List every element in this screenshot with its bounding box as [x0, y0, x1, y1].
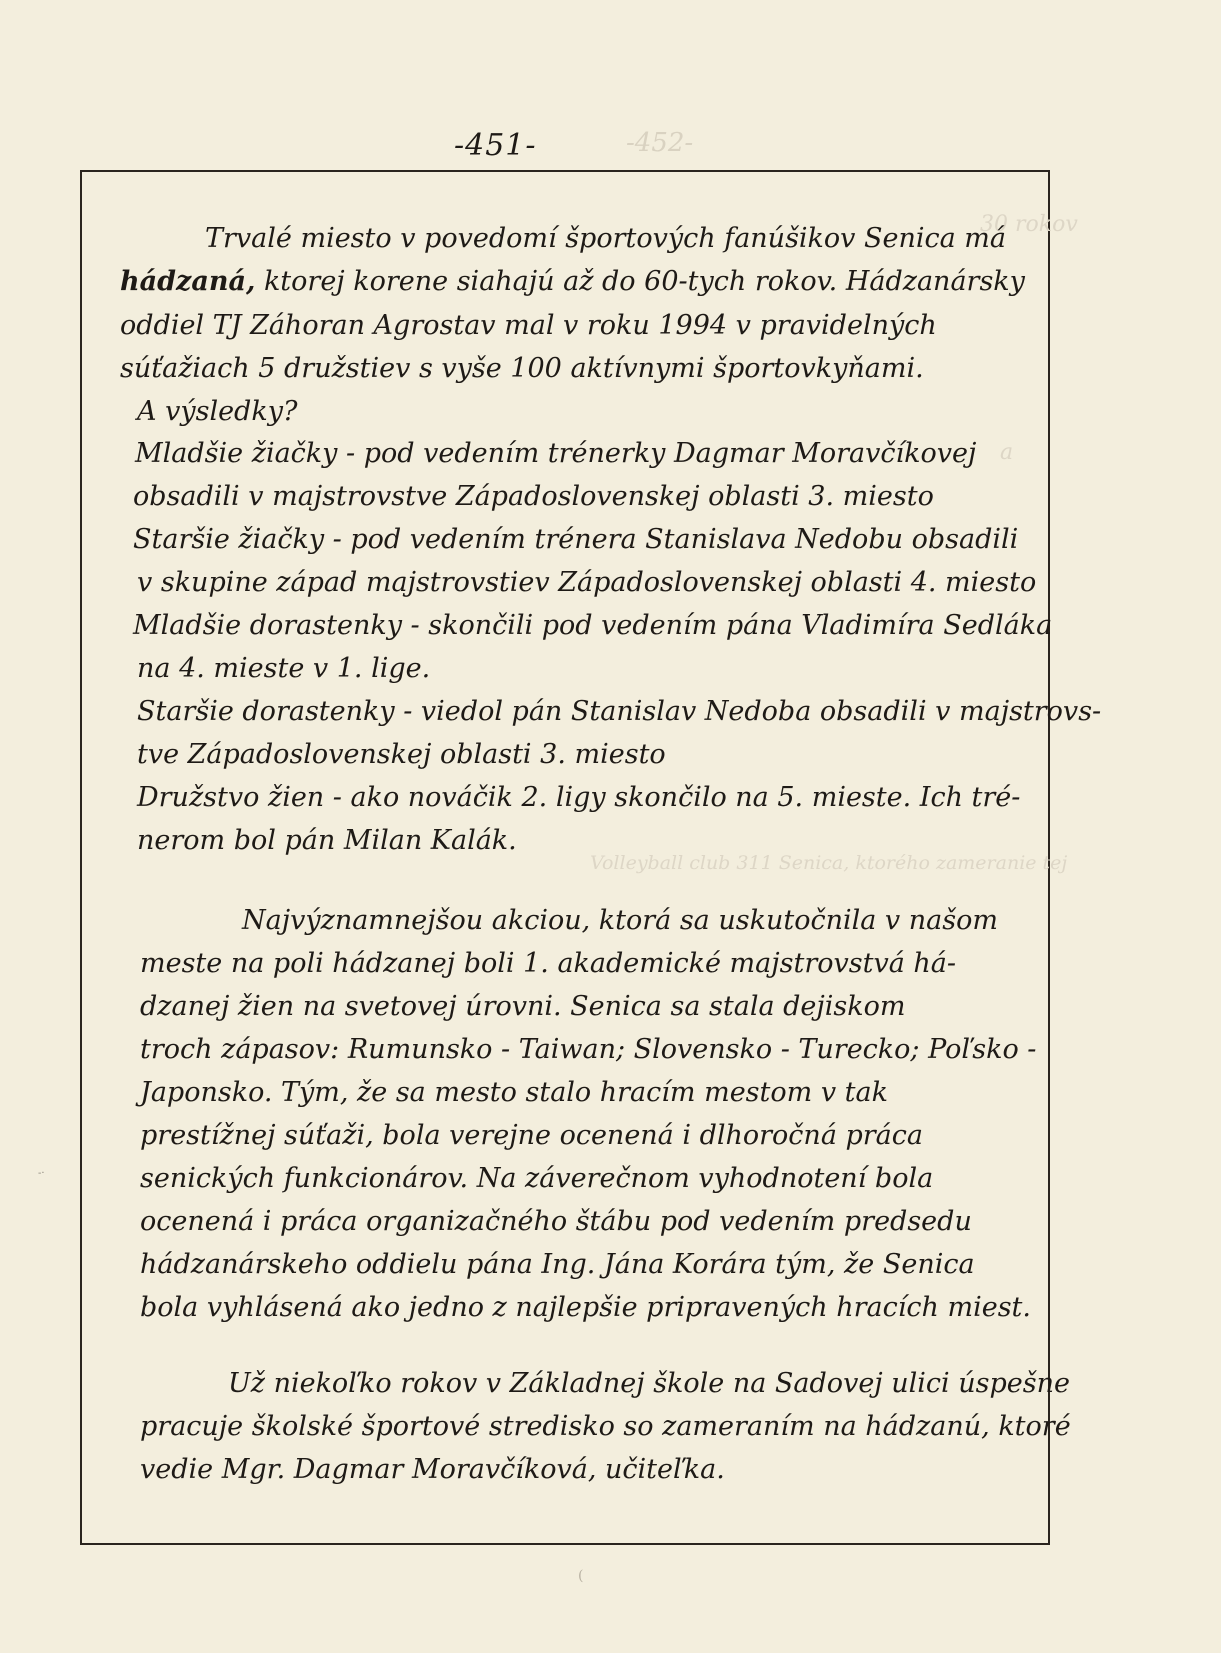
text-line: Trvalé miesto v povedomí športových fanúšikov Senica má: [205, 223, 1007, 254]
bleed-text-1: 30 rokov: [980, 212, 1078, 237]
text-line: oddiel TJ Záhoran Agrostav mal v roku 1994 v pravidelných: [120, 310, 937, 341]
bottom-mark: (: [578, 1568, 584, 1584]
text-line: vedie Mgr. Dagmar Moravčíková, učiteľka.: [140, 1454, 725, 1485]
text-line: Japonsko. Tým, že sa mesto stalo hracím mestom v tak: [140, 1077, 888, 1108]
text-line: meste na poli hádzanej boli 1. akademické majstrovstvá há-: [140, 948, 956, 979]
text-line: [120, 268, 1025, 295]
text-line: obsadili v majstrovstve Západoslovenskej oblasti 3. miesto: [133, 481, 934, 512]
text-line: bola vyhlásená ako jedno z najlepšie pripravených hracích miest.: [140, 1292, 1031, 1323]
text-line: Družstvo žien - ako nováčik 2. ligy skončilo na 5. mieste. Ich tré-: [137, 782, 1021, 813]
bleed-text-3: Volleyball club 311 Senica, ktorého zameranie tej: [590, 852, 1068, 874]
text-line: pracuje školské športové stredisko so zameraním na hádzanú, ktoré: [140, 1411, 1071, 1442]
text-line: Najvýznamnejšou akciou, ktorá sa uskutočnila v našom: [242, 905, 998, 936]
page-number: -451-: [454, 128, 537, 163]
text-line: ocenená i práca organizačného štábu pod vedením predsedu: [140, 1206, 972, 1237]
text-line: hádzanárskeho oddielu pána Ing. Jána Korára tým, že Senica: [140, 1249, 975, 1280]
text-line: nerom bol pán Milan Kalák.: [137, 825, 517, 856]
text-line: Staršie žiačky - pod vedením trénera Stanislava Nedobu obsadili: [133, 524, 1019, 555]
text-line: A výsledky?: [137, 396, 298, 427]
text-line: na 4. mieste v 1. lige.: [137, 653, 431, 684]
text-line: troch zápasov: Rumunsko - Taiwan; Slovensko - Turecko; Poľsko -: [140, 1034, 1037, 1065]
text-line: v skupine západ majstrovstiev Západoslovenskej oblasti 4. miesto: [137, 567, 1037, 598]
text-segment: ktorej korene siahajú až do 60-tych rokov. Hádzanársky: [255, 266, 1025, 297]
bleed-text-2: a: [1000, 440, 1014, 465]
text-line: senických funkcionárov. Na záverečnom vyhodnotení bola: [140, 1163, 934, 1194]
bold-word: hádzaná,: [120, 266, 256, 297]
text-line: prestížnej súťaži, bola verejne ocenená i dlhoročná práca: [140, 1120, 923, 1151]
text-line: Staršie dorastenky - viedol pán Stanislav Nedoba obsadili v majstrovs-: [137, 696, 1102, 727]
text-line: Už niekoľko rokov v Základnej škole na Sadovej ulici úspešne: [228, 1368, 1070, 1399]
text-line: tve Západoslovenskej oblasti 3. miesto: [137, 739, 666, 770]
text-line: dzanej žien na svetovej úrovni. Senica sa stala dejiskom: [140, 991, 906, 1022]
text-line: Mladšie žiačky - pod vedením trénerky Dagmar Moravčíkovej: [135, 438, 977, 469]
text-line: súťažiach 5 družstiev s vyše 100 aktívnymi športovkyňami.: [120, 353, 924, 384]
text-line: Mladšie dorastenky - skončili pod vedením pána Vladimíra Sedláka: [133, 610, 1053, 641]
margin-mark: -·: [38, 1168, 45, 1179]
faint-bleed-page-number: -452-: [626, 128, 694, 158]
